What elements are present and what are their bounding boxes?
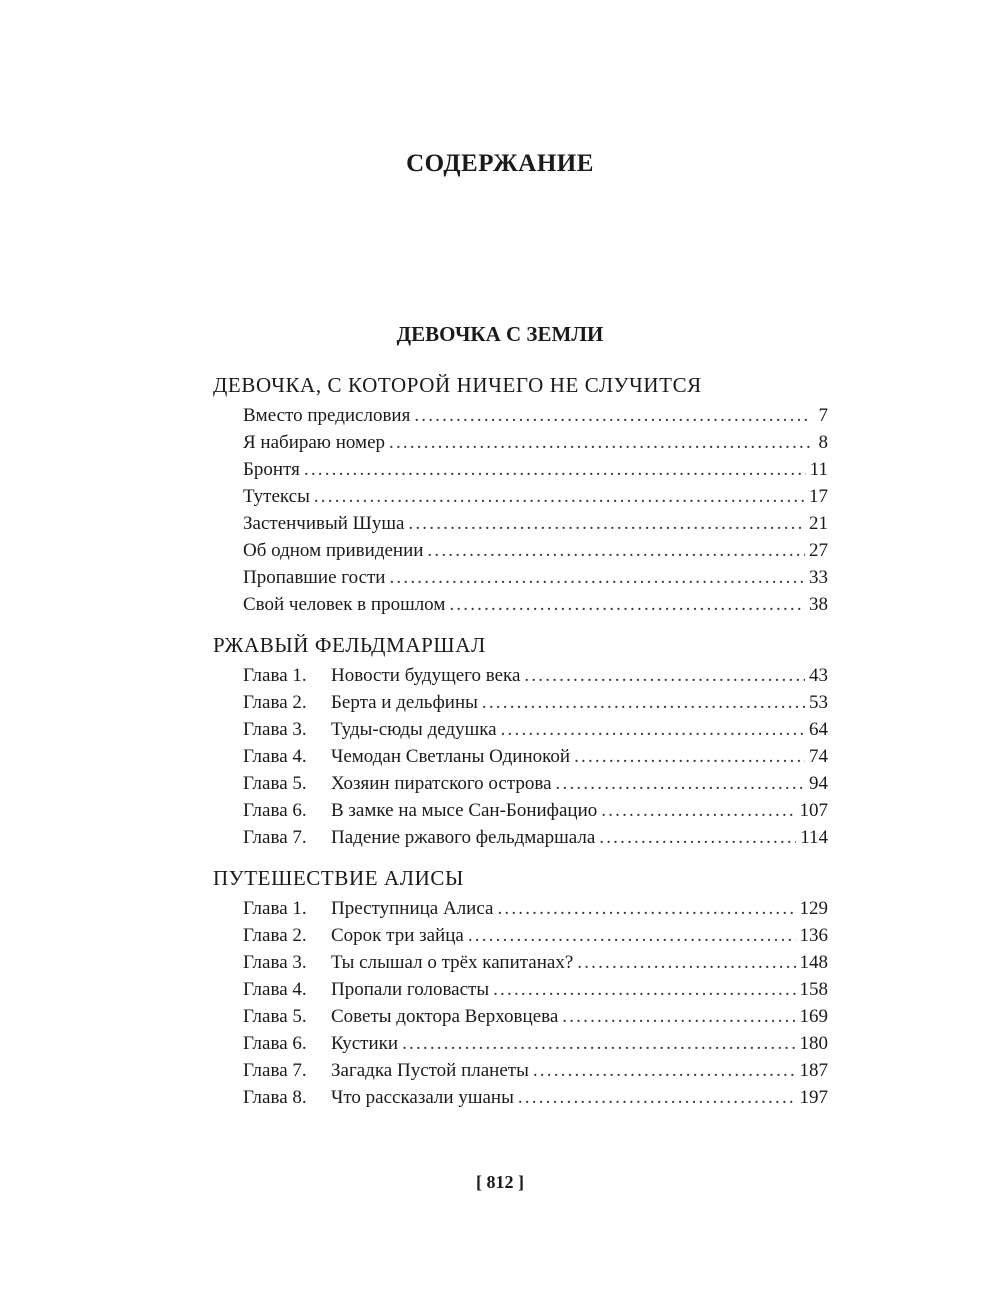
book-title: ДЕВОЧКА С ЗЕМЛИ <box>396 322 604 346</box>
dot-leader <box>482 689 805 716</box>
chapter-number: Глава 2. <box>243 925 307 946</box>
chapter-number: Глава 8. <box>243 1087 307 1108</box>
section-title: ПУТЕШЕСТВИЕ АЛИСЫ <box>213 866 464 890</box>
chapter-number: Глава 1. <box>243 898 307 919</box>
chapter-number: Глава 6. <box>243 1033 307 1054</box>
entry-page-number: 114 <box>800 827 828 848</box>
dot-leader <box>601 797 795 824</box>
entry-page-number: 158 <box>799 979 828 1000</box>
toc-entry <box>243 537 828 564</box>
toc-entry <box>243 591 828 618</box>
toc-entry <box>243 949 828 976</box>
toc-entry <box>243 922 828 949</box>
page-number: [ 812 ] <box>476 1172 524 1192</box>
entry-title: Преступница Алиса <box>331 898 494 919</box>
entry-title: Вместо предисловия <box>243 405 411 426</box>
entry-title: Советы доктора Верховцева <box>331 1006 559 1027</box>
toc-entry-list <box>213 402 828 618</box>
entry-page-number: 11 <box>809 459 828 480</box>
toc-entry <box>243 689 828 716</box>
dot-leader <box>408 510 805 537</box>
entry-page-number: 64 <box>809 719 828 740</box>
entry-title: Туды-сюды дедушка <box>331 719 497 740</box>
entry-page-number: 7 <box>818 405 828 426</box>
dot-leader <box>304 456 806 483</box>
dot-leader <box>497 895 795 922</box>
entry-title: Сорок три зайца <box>331 925 464 946</box>
toc-entry-list <box>213 662 828 851</box>
dot-leader <box>501 716 805 743</box>
entry-title: Тутексы <box>243 486 310 507</box>
dot-leader <box>599 824 796 851</box>
section-title: РЖАВЫЙ ФЕЛЬДМАРШАЛ <box>213 633 486 657</box>
toc-entry <box>243 743 828 770</box>
entry-page-number: 17 <box>809 486 828 507</box>
dot-leader <box>518 1084 796 1111</box>
toc-section <box>213 368 828 618</box>
entry-page-number: 107 <box>799 800 828 821</box>
entry-title: Пропали головасты <box>331 979 490 1000</box>
dot-leader <box>427 537 805 564</box>
entry-page-number: 136 <box>799 925 828 946</box>
dot-leader <box>524 662 805 689</box>
dot-leader <box>414 402 810 429</box>
toc-entry <box>243 1084 828 1111</box>
entry-page-number: 27 <box>809 540 828 561</box>
entry-title: Чемодан Светланы Одинокой <box>331 746 571 767</box>
page-title: СОДЕРЖАНИЕ <box>406 150 594 177</box>
toc-entry <box>243 483 828 510</box>
entry-title: Что рассказали ушаны <box>331 1087 514 1108</box>
entry-title: Берта и дельфины <box>331 692 478 713</box>
toc-entry <box>243 1030 828 1057</box>
entry-title: Загадка Пустой планеты <box>331 1060 529 1081</box>
chapter-number: Глава 1. <box>243 665 307 686</box>
toc-entry <box>243 716 828 743</box>
entry-title: Кустики <box>331 1033 399 1054</box>
toc-section <box>213 861 828 1111</box>
toc-entry <box>243 770 828 797</box>
entry-title: Я набираю номер <box>243 432 385 453</box>
toc-entry <box>243 429 828 456</box>
dot-leader <box>449 591 805 618</box>
chapter-number: Глава 5. <box>243 1006 307 1027</box>
entry-page-number: 38 <box>809 594 828 615</box>
toc-entry <box>243 456 828 483</box>
section-title: ДЕВОЧКА, С КОТОРОЙ НИЧЕГО НЕ СЛУЧИТСЯ <box>213 373 702 397</box>
entry-title: В замке на мысе Сан-Бонифацио <box>331 800 598 821</box>
entry-page-number: 187 <box>799 1060 828 1081</box>
chapter-number: Глава 5. <box>243 773 307 794</box>
dot-leader <box>493 976 795 1003</box>
entry-page-number: 129 <box>799 898 828 919</box>
chapter-number: Глава 3. <box>243 719 307 740</box>
entry-page-number: 94 <box>809 773 828 794</box>
entry-title: Застенчивый Шуша <box>243 513 405 534</box>
table-of-contents <box>213 368 828 1121</box>
entry-page-number: 74 <box>809 746 828 767</box>
toc-section <box>213 628 828 851</box>
toc-entry <box>243 824 828 851</box>
entry-page-number: 169 <box>799 1006 828 1027</box>
dot-leader <box>402 1030 795 1057</box>
toc-entry <box>243 1057 828 1084</box>
dot-leader <box>468 922 796 949</box>
dot-leader <box>577 949 795 976</box>
dot-leader <box>562 1003 795 1030</box>
toc-entry <box>243 976 828 1003</box>
chapter-number: Глава 7. <box>243 827 307 848</box>
dot-leader <box>314 483 805 510</box>
toc-entry <box>243 402 828 429</box>
dot-leader <box>556 770 805 797</box>
chapter-number: Глава 6. <box>243 800 307 821</box>
chapter-number: Глава 4. <box>243 979 307 1000</box>
entry-page-number: 33 <box>809 567 828 588</box>
chapter-number: Глава 3. <box>243 952 307 973</box>
toc-entry <box>243 797 828 824</box>
dot-leader <box>574 743 805 770</box>
toc-entry <box>243 662 828 689</box>
entry-page-number: 53 <box>809 692 828 713</box>
toc-entry <box>243 510 828 537</box>
entry-title: Бронтя <box>243 459 300 480</box>
toc-entry-list <box>213 895 828 1111</box>
entry-title: Об одном привидении <box>243 540 424 561</box>
chapter-number: Глава 4. <box>243 746 307 767</box>
entry-title: Хозяин пиратского острова <box>331 773 552 794</box>
dot-leader <box>533 1057 796 1084</box>
entry-page-number: 21 <box>809 513 828 534</box>
entry-page-number: 197 <box>799 1087 828 1108</box>
toc-entry <box>243 895 828 922</box>
toc-entry <box>243 564 828 591</box>
entry-title: Пропавшие гости <box>243 567 386 588</box>
entry-title: Ты слышал о трёх капитанах? <box>331 952 574 973</box>
dot-leader <box>389 429 810 456</box>
toc-entry <box>243 1003 828 1030</box>
entry-page-number: 8 <box>818 432 828 453</box>
entry-page-number: 148 <box>799 952 828 973</box>
entry-title: Свой человек в прошлом <box>243 594 446 615</box>
entry-title: Падение ржавого фельдмаршала <box>331 827 596 848</box>
chapter-number: Глава 7. <box>243 1060 307 1081</box>
entry-page-number: 180 <box>799 1033 828 1054</box>
chapter-number: Глава 2. <box>243 692 307 713</box>
dot-leader <box>389 564 805 591</box>
entry-page-number: 43 <box>809 665 828 686</box>
entry-title: Новости будущего века <box>331 665 521 686</box>
